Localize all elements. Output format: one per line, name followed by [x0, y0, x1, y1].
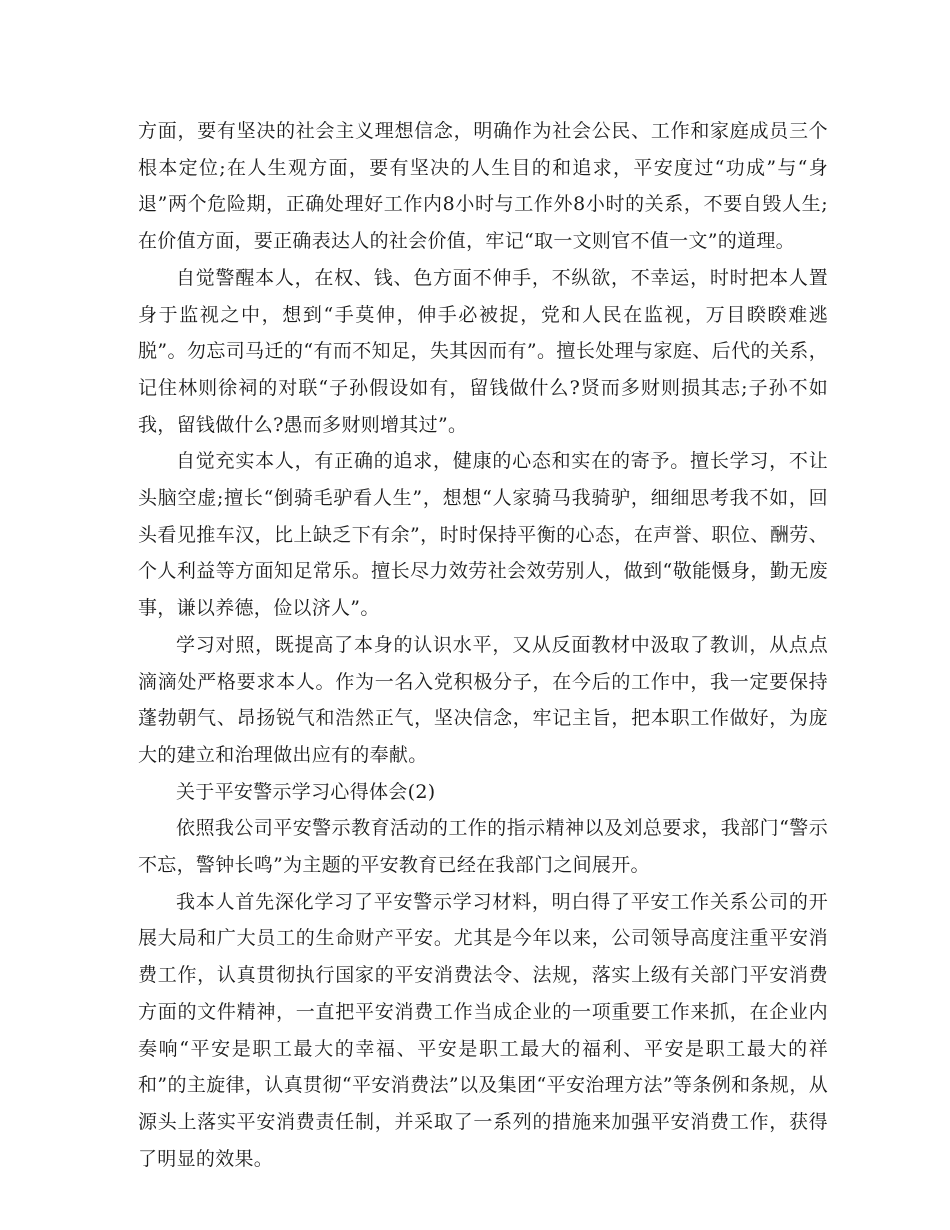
paragraph-6: 我本人首先深化学习了平安警示学习材料，明白得了平安工作关系公司的开展大局和广大员工的生命财产平安。尤其是今年以来，公司领导高度注重平安消费工作，认真贯彻执行国家的平安消费法令、法规，落实上级有关部门平安消费方面的文件精神，一直把平安消费工作当成企业的一项重要工作来抓，在企业内奏响“平安是职工最大的幸福、平安是职工最大的福利、平安是职工最大的祥和”的主旋律，认真贯彻“平安消费法”以及集团“平安治理方法”等条例和条规，从源头上落实平安消费责任制，并采取了一系列的措施来加强平安消费工作，获得了明显的效果。 [138, 890, 828, 1170]
paragraph-2: 自觉警醒本人，在权、钱、色方面不伸手，不纵欲，不幸运，时时把本人置身于监视之中，想到“手莫伸，伸手必被捉，党和人民在监视，万目睽睽难逃脱”。勿忘司马迁的“有而不知足，失其因而有”。擅长处理与家庭、后代的关系，记住林则徐祠的对联“子孙假设如有，留钱做什么?贤而多财则损其志;子孙不如我，留钱做什么?愚而多财则增其过”。 [138, 266, 828, 436]
paragraph-5: 依照我公司平安警示教育活动的工作的指示精神以及刘总要求，我部门“警示不忘，警钟长鸣”为主题的平安教育已经在我部门之间展开。 [138, 817, 828, 877]
paragraph-3: 自觉充实本人，有正确的追求，健康的心态和实在的寄予。擅长学习，不让头脑空虚;擅长“倒骑毛驴看人生”，想想“人家骑马我骑驴，细细思考我不如，回头看见推车汉，比上缺乏下有余”，时时保持平衡的心态，在声誉、职位、酬劳、个人利益等方面知足常乐。擅长尽力效劳社会效劳别人，做到“敬能慑身，勤无废事，谦以养德，俭以济人”。 [138, 450, 828, 620]
document-body [138, 113, 828, 1177]
section-heading: 关于平安警示学习心得体会(2) [176, 780, 436, 803]
paragraph-4: 学习对照，既提高了本身的认识水平，又从反面教材中汲取了教训，从点点滴滴处严格要求本人。作为一名入党积极分子，在今后的工作中，我一定要保持蓬勃朝气、昂扬锐气和浩然正气，坚决信念，牢记主旨，把本职工作做好，为庞大的建立和治理做出应有的奉献。 [138, 633, 828, 766]
paragraph-1: 方面，要有坚决的社会主义理想信念，明确作为社会公民、工作和家庭成员三个根本定位;在人生观方面，要有坚决的人生目的和追求，平安度过“功成”与“身退”两个危险期，正确处理好工作内8小时与工作外8小时的关系，不要自毁人生;在价值方面，要正确表达人的社会价值，牢记“取一文则官不值一文”的道理。 [138, 120, 828, 253]
